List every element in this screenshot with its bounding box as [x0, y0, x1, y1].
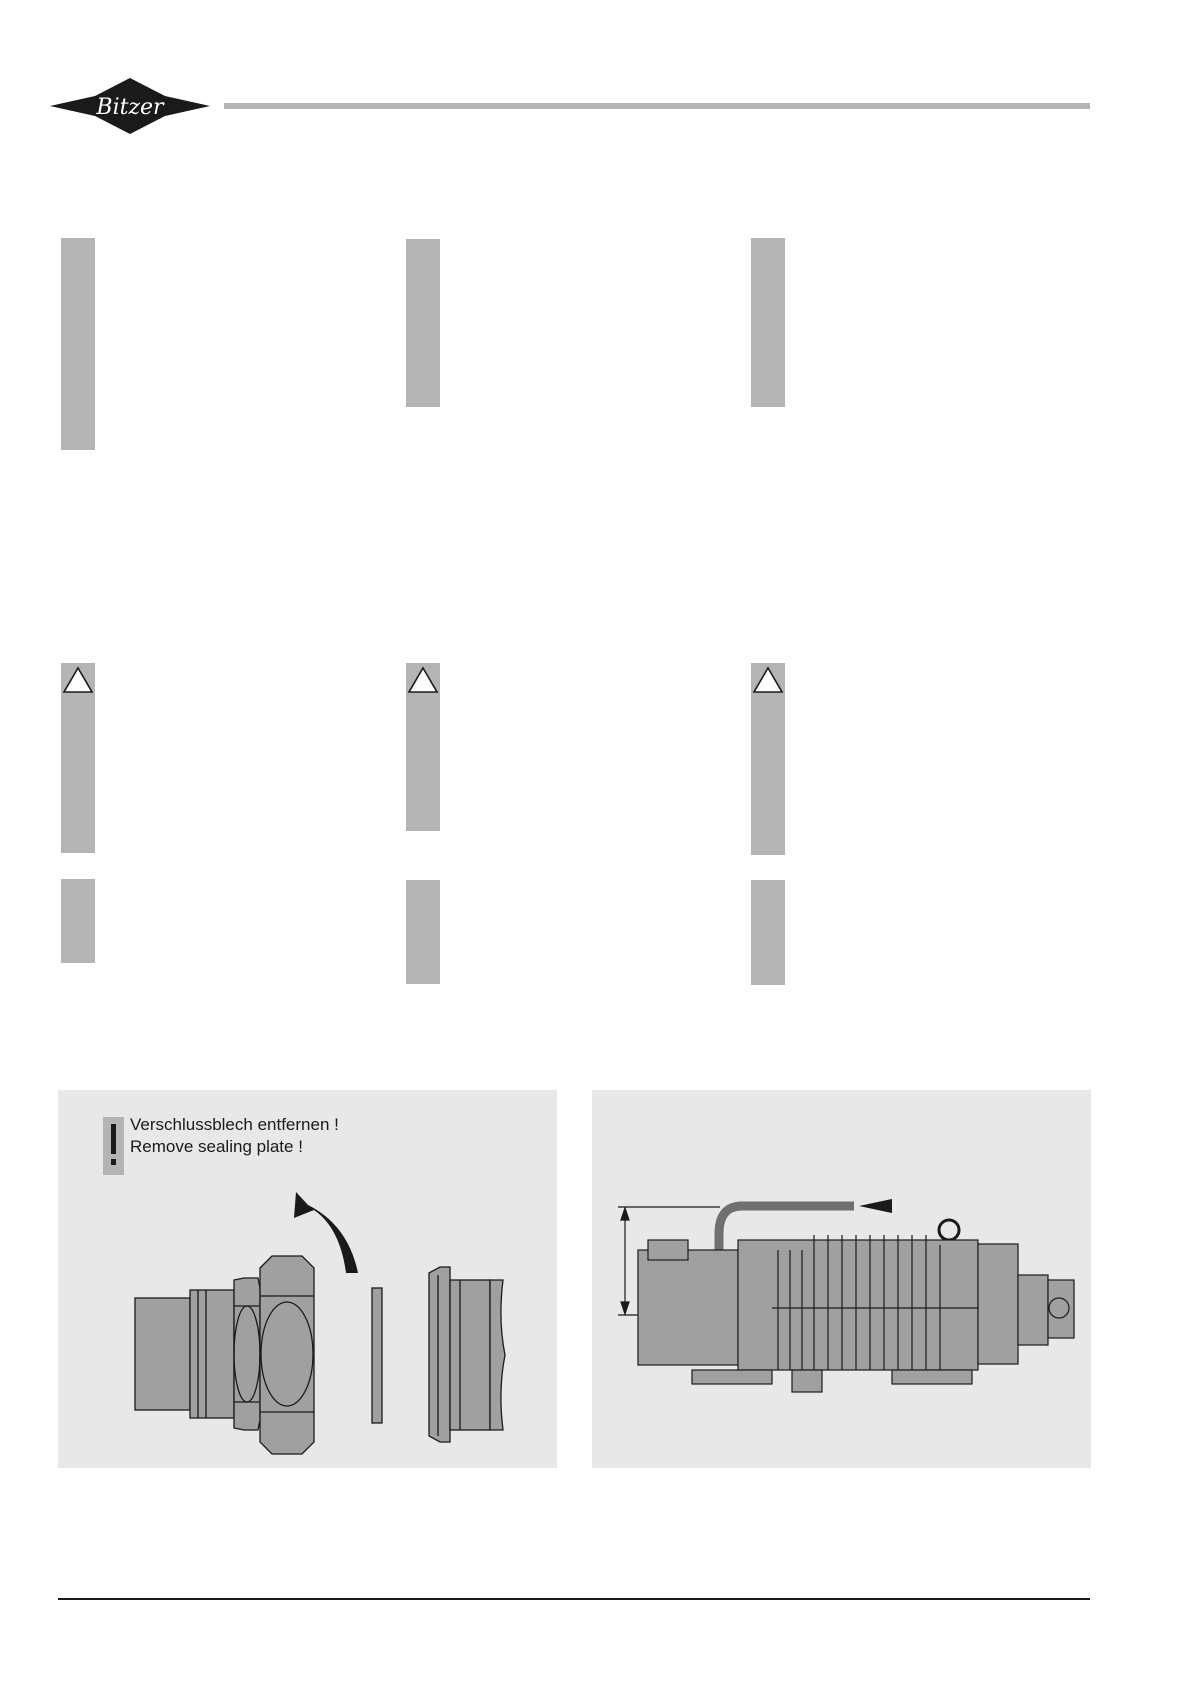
- figure-sealing-plate: [58, 1090, 557, 1468]
- header-rule: [224, 103, 1090, 109]
- warning-bar: [61, 663, 95, 853]
- sidebar-bar: [406, 239, 440, 407]
- header: [0, 0, 1192, 150]
- sidebar-bar: [406, 880, 440, 984]
- warning-triangle-icon: [751, 665, 785, 695]
- note-line-de: Verschlussblech entfernen !: [130, 1115, 339, 1134]
- sidebar-bar: [751, 880, 785, 985]
- warning-triangle-icon: [406, 665, 440, 695]
- logo-text: Bitzer: [96, 95, 164, 120]
- footer-rule: [58, 1598, 1090, 1600]
- warning-triangle-icon: [61, 665, 95, 695]
- note-line-en: Remove sealing plate !: [130, 1137, 303, 1156]
- bitzer-logo: [50, 78, 210, 134]
- sidebar-bar: [751, 238, 785, 407]
- warning-bar: [751, 663, 785, 855]
- figure-compressor: [592, 1090, 1091, 1468]
- sidebar-bar: [61, 879, 95, 963]
- sidebar-bar: [61, 238, 95, 450]
- warning-bar: [406, 663, 440, 831]
- compressor-drawing: [592, 1090, 1091, 1468]
- sealing-plate-drawing: [58, 1090, 557, 1468]
